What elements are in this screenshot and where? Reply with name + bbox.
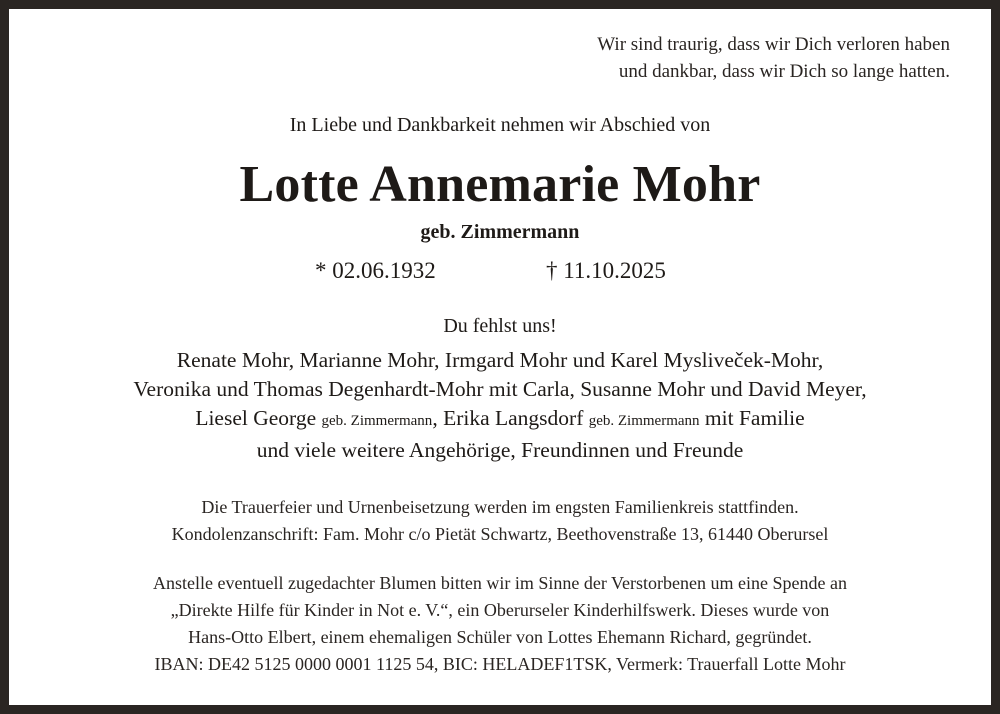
family-name: , Erika Langsdorf: [432, 406, 589, 430]
condolence-address: Kondolenzanschrift: Fam. Mohr c/o Pietät Schwartz, Beethovenstraße 13, 61440 Oberursel: [171, 524, 829, 544]
bank-details: IBAN: DE42 5125 0000 0001 1125 54, BIC: HELADEF1TSK, Vermerk: Trauerfall Lotte Mohr: [154, 654, 846, 674]
family-line: Renate Mohr, Marianne Mohr, Irmgard Mohr und Karel Mysliveček-Mohr,: [176, 348, 824, 372]
family-name: mit Familie: [699, 406, 805, 430]
family-name: Liesel George: [195, 406, 322, 430]
birth-name-note: geb. Zimmermann: [588, 413, 700, 429]
family-line: und viele weitere Angehörige, Freundinnen und Freunde: [256, 438, 744, 462]
donation-line: Hans-Otto Elbert, einem ehemaligen Schüler von Lottes Ehemann Richard, gegründet.: [188, 627, 812, 647]
intro-text: In Liebe und Dankbarkeit nehmen wir Abschied von: [289, 114, 711, 136]
ceremony-info: [0, 494, 1000, 548]
quote-line: und dankbar, dass wir Dich so lange hatten.: [618, 61, 950, 82]
donation-line: Anstelle eventuell zugedachter Blumen bitten wir im Sinne der Verstorbenen um eine Spende an: [153, 573, 847, 593]
death-date: † 11.10.2025: [546, 258, 666, 283]
life-dates: [0, 258, 1000, 288]
ceremony-line: Die Trauerfeier und Urnenbeisetzung werden im engsten Familienkreis stattfinden.: [201, 497, 799, 517]
donation-line: „Direkte Hilfe für Kinder in Not e. V.“, ein Oberurseler Kinderhilfswerk. Dieses wurde von: [170, 600, 830, 620]
donation-info: [0, 570, 1000, 678]
birth-name-note: geb. Zimmermann: [321, 413, 433, 429]
deceased-name: Lotte Annemarie Mohr: [239, 156, 761, 213]
opening-quote: [597, 31, 950, 85]
farewell-text: Du fehlst uns!: [443, 315, 557, 337]
birth-date: * 02.06.1932: [315, 258, 436, 283]
quote-line: Wir sind traurig, dass wir Dich verloren haben: [597, 34, 950, 55]
family-line: Veronika und Thomas Degenhardt-Mohr mit Carla, Susanne Mohr und David Meyer,: [133, 377, 867, 401]
birth-name: geb. Zimmermann: [420, 221, 580, 243]
family-list: [0, 346, 1000, 465]
family-line: [0, 404, 1000, 436]
